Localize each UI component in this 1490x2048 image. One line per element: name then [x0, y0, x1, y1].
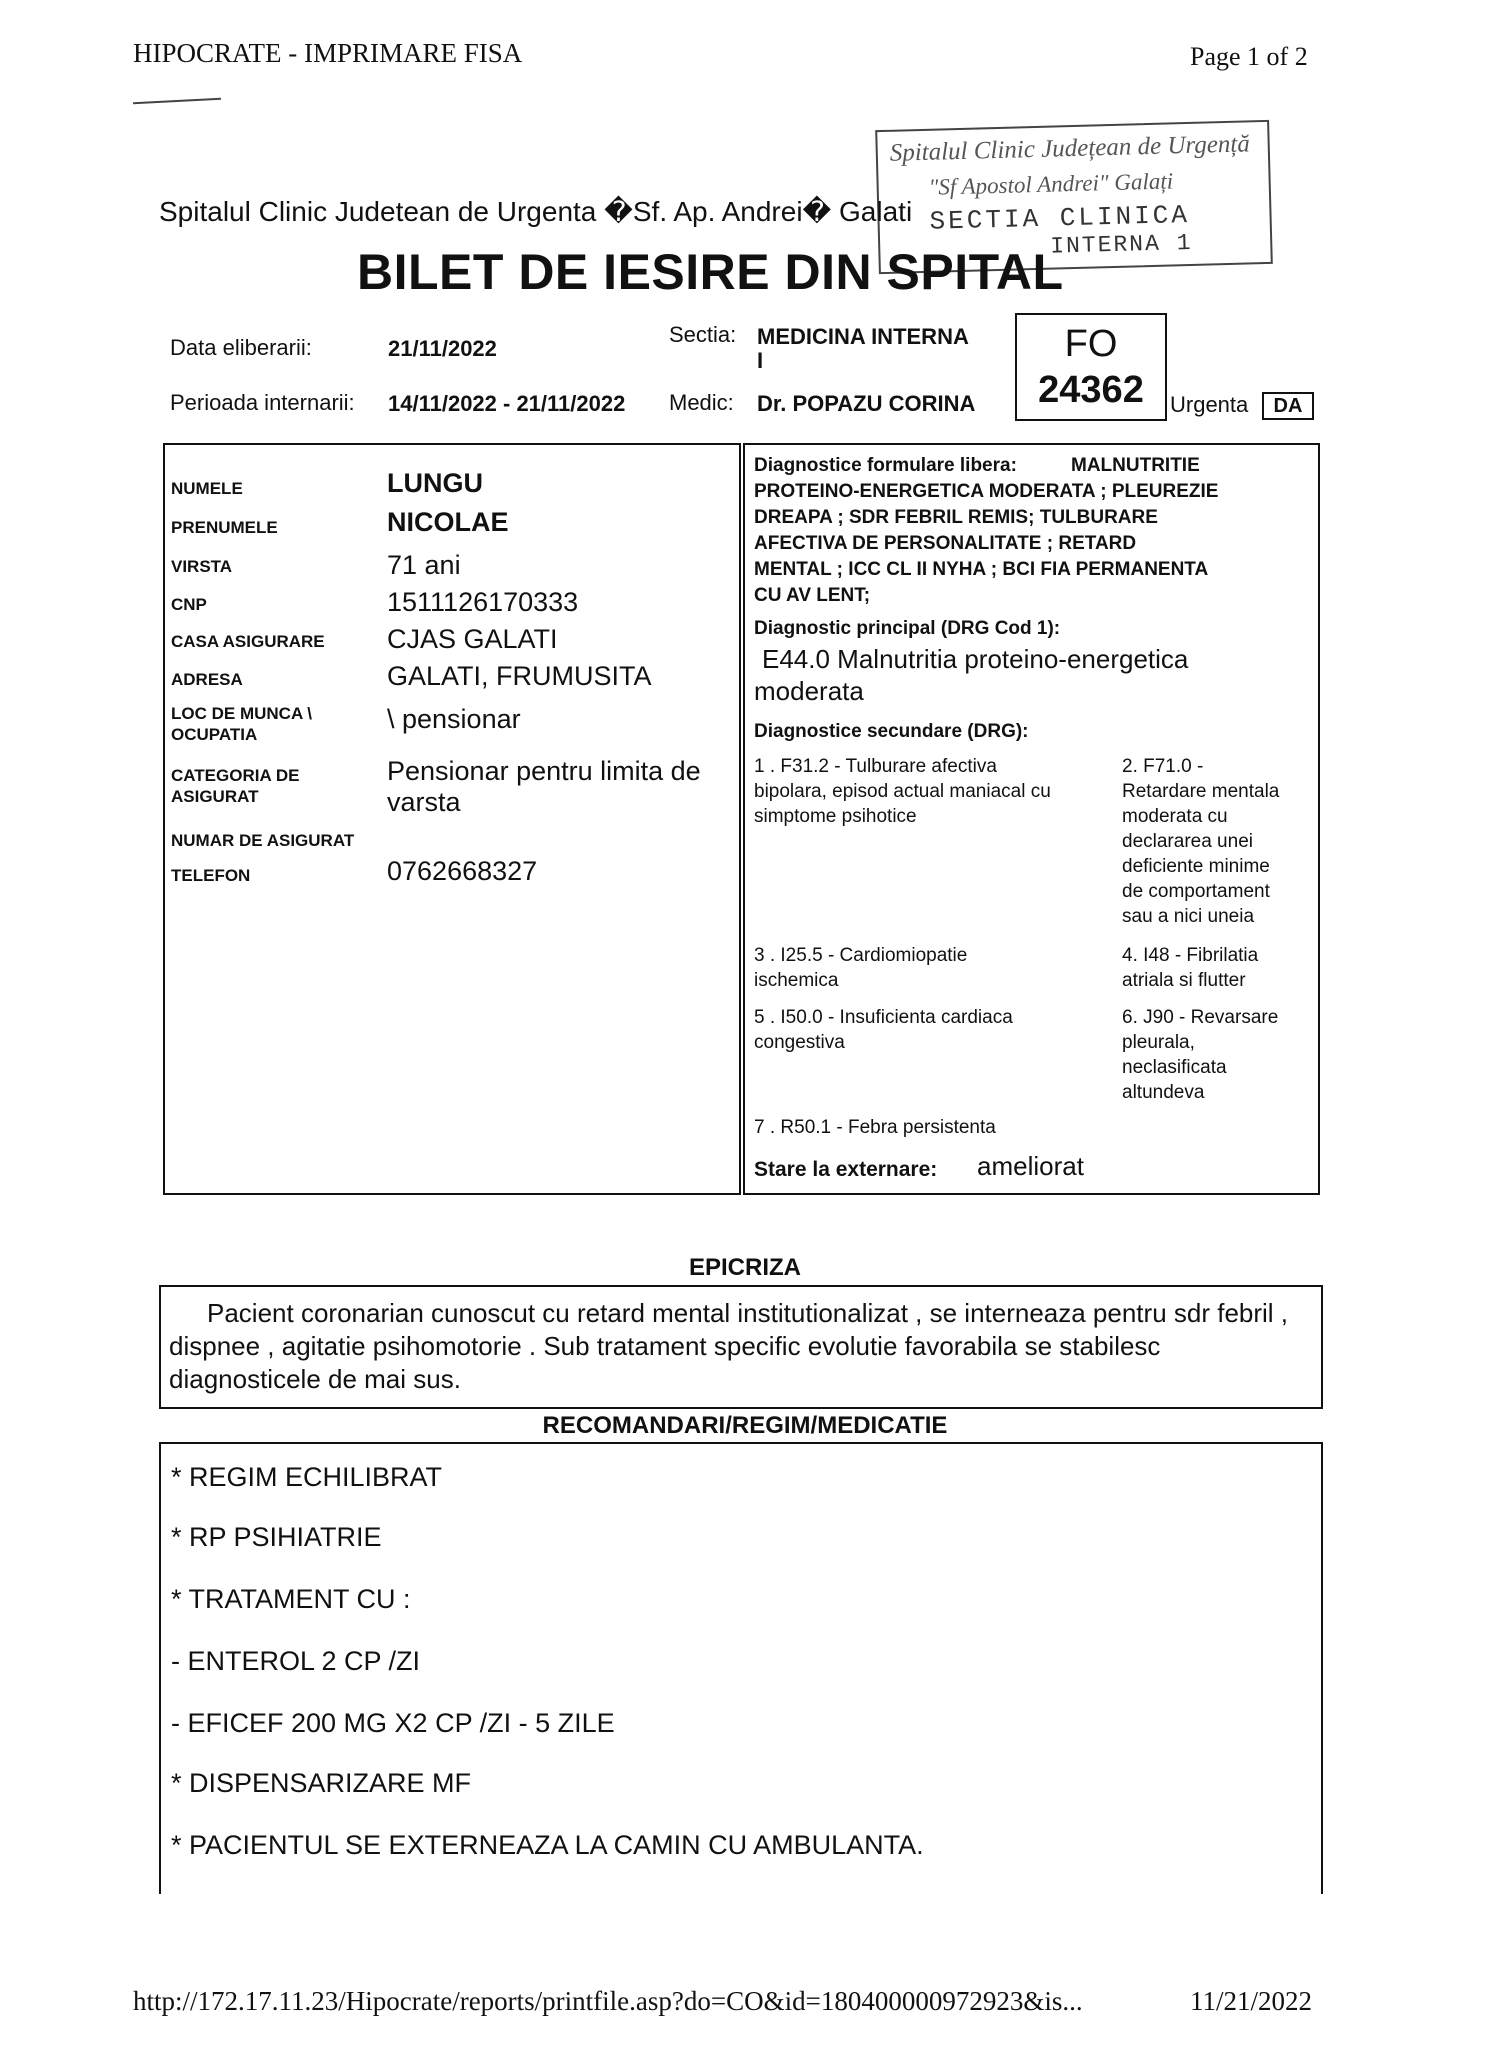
date-issued-label: Data eliberarii:: [170, 335, 312, 360]
secondary-diagnostics-label: Diagnostice secundare (DRG):: [754, 721, 1029, 742]
secondary-diagnostic-4: [1122, 943, 1258, 993]
diag-line: declararea unei: [1122, 831, 1253, 852]
section-value-line1: MEDICINA INTERNA: [757, 324, 969, 349]
page-number: Page 1 of 2: [1190, 42, 1308, 71]
field-label-ocupatia: OCUPATIA: [171, 725, 258, 744]
doctor-value: Dr. POPAZU CORINA: [757, 391, 976, 416]
epicriza-text: Pacient coronarian cunoscut cu retard mental institutionalizat , se interneaza pentru sdr febril , dispnee , agitatie psihomotorie . Sub tratament specific evolutie favorabila se stabilesc diagnosticele de mai sus.: [169, 1298, 1289, 1394]
field-label-asigurat: ASIGURAT: [171, 787, 259, 806]
field-label-telefon: TELEFON: [171, 866, 251, 885]
recommendation-item: * RP PSIHIATRIE: [171, 1522, 382, 1552]
diag-line: ischemica: [754, 970, 839, 991]
field-value-adresa: GALATI, FRUMUSITA: [387, 661, 652, 691]
diag-line: bipolara, episod actual maniacal cu: [754, 781, 1051, 802]
field-label-categoria: CATEGORIA DE: [171, 766, 300, 785]
field-value-categoria-line2: varsta: [387, 787, 461, 817]
field-label-numar-asigurat: NUMAR DE ASIGURAT: [171, 831, 355, 850]
free-diagnostics-line: MENTAL ; ICC CL II NYHA ; BCI FIA PERMANENTA: [754, 559, 1209, 580]
diag-line: sau a nici uneia: [1122, 906, 1255, 927]
period-value: 14/11/2022 - 21/11/2022: [388, 391, 626, 416]
recommendations-box: [159, 1442, 1323, 1894]
urgency-label: Urgenta: [1170, 392, 1249, 417]
free-diagnostics-line: DREAPA ; SDR FEBRIL REMIS; TULBURARE: [754, 507, 1158, 528]
free-diagnostics-line: CU AV LENT;: [754, 585, 871, 606]
fo-number: 24362: [1038, 369, 1144, 411]
footer-url: http://172.17.11.23/Hipocrate/reports/printfile.asp?do=CO&id=180400000972923&is...: [133, 1986, 1083, 2016]
epicriza-box: [159, 1285, 1323, 1409]
diagnostics-box: [743, 443, 1320, 1195]
diag-line: congestiva: [754, 1032, 845, 1053]
section-label: Sectia:: [669, 322, 737, 347]
period-label: Perioada internarii:: [170, 390, 355, 415]
secondary-diagnostic-3: [754, 943, 967, 993]
stamp-line-3: SECTIA CLINICA: [929, 199, 1191, 237]
field-value-prenumele: NICOLAE: [387, 507, 509, 537]
diag-line: 3 . I25.5 - Cardiomiopatie: [754, 945, 968, 966]
print-header-title: HIPOCRATE - IMPRIMARE FISA: [133, 38, 523, 68]
diag-line: neclasificata: [1122, 1057, 1227, 1078]
scan-mark: [133, 98, 221, 105]
diag-line: 6. J90 - Revarsare: [1122, 1007, 1279, 1028]
field-value-numele: LUNGU: [387, 468, 483, 498]
field-value-cnp: 1511126170333: [387, 587, 579, 617]
diag-line: Retardare mentala: [1122, 781, 1280, 802]
diag-line: moderata cu: [1122, 806, 1228, 827]
secondary-diagnostic-5: [754, 1005, 1013, 1055]
free-diagnostics-line: MALNUTRITIE: [1071, 455, 1200, 476]
field-label-prenumele: PRENUMELE: [171, 518, 278, 537]
field-label-adresa: ADRESA: [171, 670, 243, 689]
hospital-name: Spitalul Clinic Judetean de Urgenta �Sf. Ap. Andrei� Galati: [159, 196, 913, 227]
epicriza-heading: EPICRIZA: [688, 1254, 801, 1281]
footer-date: 11/21/2022: [1190, 1986, 1313, 2016]
free-diagnostics-label: Diagnostice formulare libera:: [754, 455, 1017, 476]
diag-line: 4. I48 - Fibrilatia: [1122, 945, 1259, 966]
field-label-virsta: VIRSTA: [171, 557, 233, 576]
diag-line: 5 . I50.0 - Insuficienta cardiaca: [754, 1007, 1013, 1028]
date-issued-value: 21/11/2022: [388, 336, 497, 361]
patient-info-box: [163, 443, 741, 1195]
section-value-line2: I: [757, 348, 764, 373]
main-diagnostic-label: Diagnostic principal (DRG Cod 1):: [754, 618, 1061, 639]
recommendation-item: - ENTEROL 2 CP /ZI: [171, 1646, 421, 1676]
fo-box: [1015, 313, 1167, 421]
field-label-casa-asigurare: CASA ASIGURARE: [171, 632, 325, 651]
recommendation-item: * REGIM ECHILIBRAT: [171, 1462, 443, 1492]
field-value-casa-asigurare: CJAS GALATI: [387, 624, 558, 654]
secondary-diagnostic-2: [1122, 754, 1279, 929]
recommendation-item: * DISPENSARIZARE MF: [171, 1768, 472, 1798]
free-diagnostics-line: PROTEINO-ENERGETICA MODERATA ; PLEUREZIE: [754, 481, 1219, 502]
main-diagnostic-line1: E44.0 Malnutritia proteino-energetica: [762, 644, 1189, 674]
document-title: BILET DE IESIRE DIN SPITAL: [357, 244, 1064, 300]
urgency-value: DA: [1262, 392, 1314, 420]
stamp-line-2: "Sf Apostol Andrei" Galați: [928, 168, 1174, 200]
secondary-diagnostic-6: [1122, 1005, 1278, 1105]
field-value-virsta: 71 ani: [387, 550, 461, 580]
diag-line: atriala si flutter: [1122, 970, 1246, 991]
recommendation-item: * TRATAMENT CU :: [171, 1584, 411, 1614]
discharge-status-value: ameliorat: [977, 1151, 1084, 1181]
stamp-line-4: INTERNA 1: [1049, 229, 1193, 260]
diag-line: 7 . R50.1 - Febra persistenta: [754, 1117, 996, 1138]
field-label-loc-de-munca: LOC DE MUNCA \: [171, 704, 313, 723]
stamp-line-1: Spitalul Clinic Județean de Urgență: [889, 130, 1251, 167]
field-label-cnp: CNP: [171, 595, 207, 614]
free-diagnostics-line: AFECTIVA DE PERSONALITATE ; RETARD: [754, 533, 1137, 554]
discharge-status-label: Stare la externare:: [754, 1158, 938, 1181]
field-value-categoria: Pensionar pentru limita de: [387, 756, 701, 786]
recommendations-heading: RECOMANDARI/REGIM/MEDICATIE: [542, 1412, 948, 1439]
diag-line: simptome psihotice: [754, 806, 917, 827]
diag-line: 2. F71.0 -: [1122, 756, 1204, 777]
secondary-diagnostic-7: [754, 1115, 996, 1140]
diag-line: de comportament: [1122, 881, 1270, 902]
fo-label: FO: [1064, 323, 1118, 365]
diag-line: deficiente minime: [1122, 856, 1270, 877]
field-label-numele: NUMELE: [171, 479, 243, 498]
secondary-diagnostic-1: [754, 754, 1051, 829]
recommendation-item: * PACIENTUL SE EXTERNEAZA LA CAMIN CU AMBULANTA.: [171, 1830, 924, 1860]
diag-line: pleurala,: [1122, 1032, 1195, 1053]
main-diagnostic-line2: moderata: [754, 676, 864, 706]
diag-line: altundeva: [1122, 1082, 1205, 1103]
field-value-telefon: 0762668327: [387, 856, 538, 886]
diag-line: 1 . F31.2 - Tulburare afectiva: [754, 756, 997, 777]
recommendation-item: - EFICEF 200 MG X2 CP /ZI - 5 ZILE: [171, 1708, 615, 1738]
field-value-ocupatia: \ pensionar: [387, 704, 521, 734]
doctor-label: Medic:: [669, 390, 734, 415]
